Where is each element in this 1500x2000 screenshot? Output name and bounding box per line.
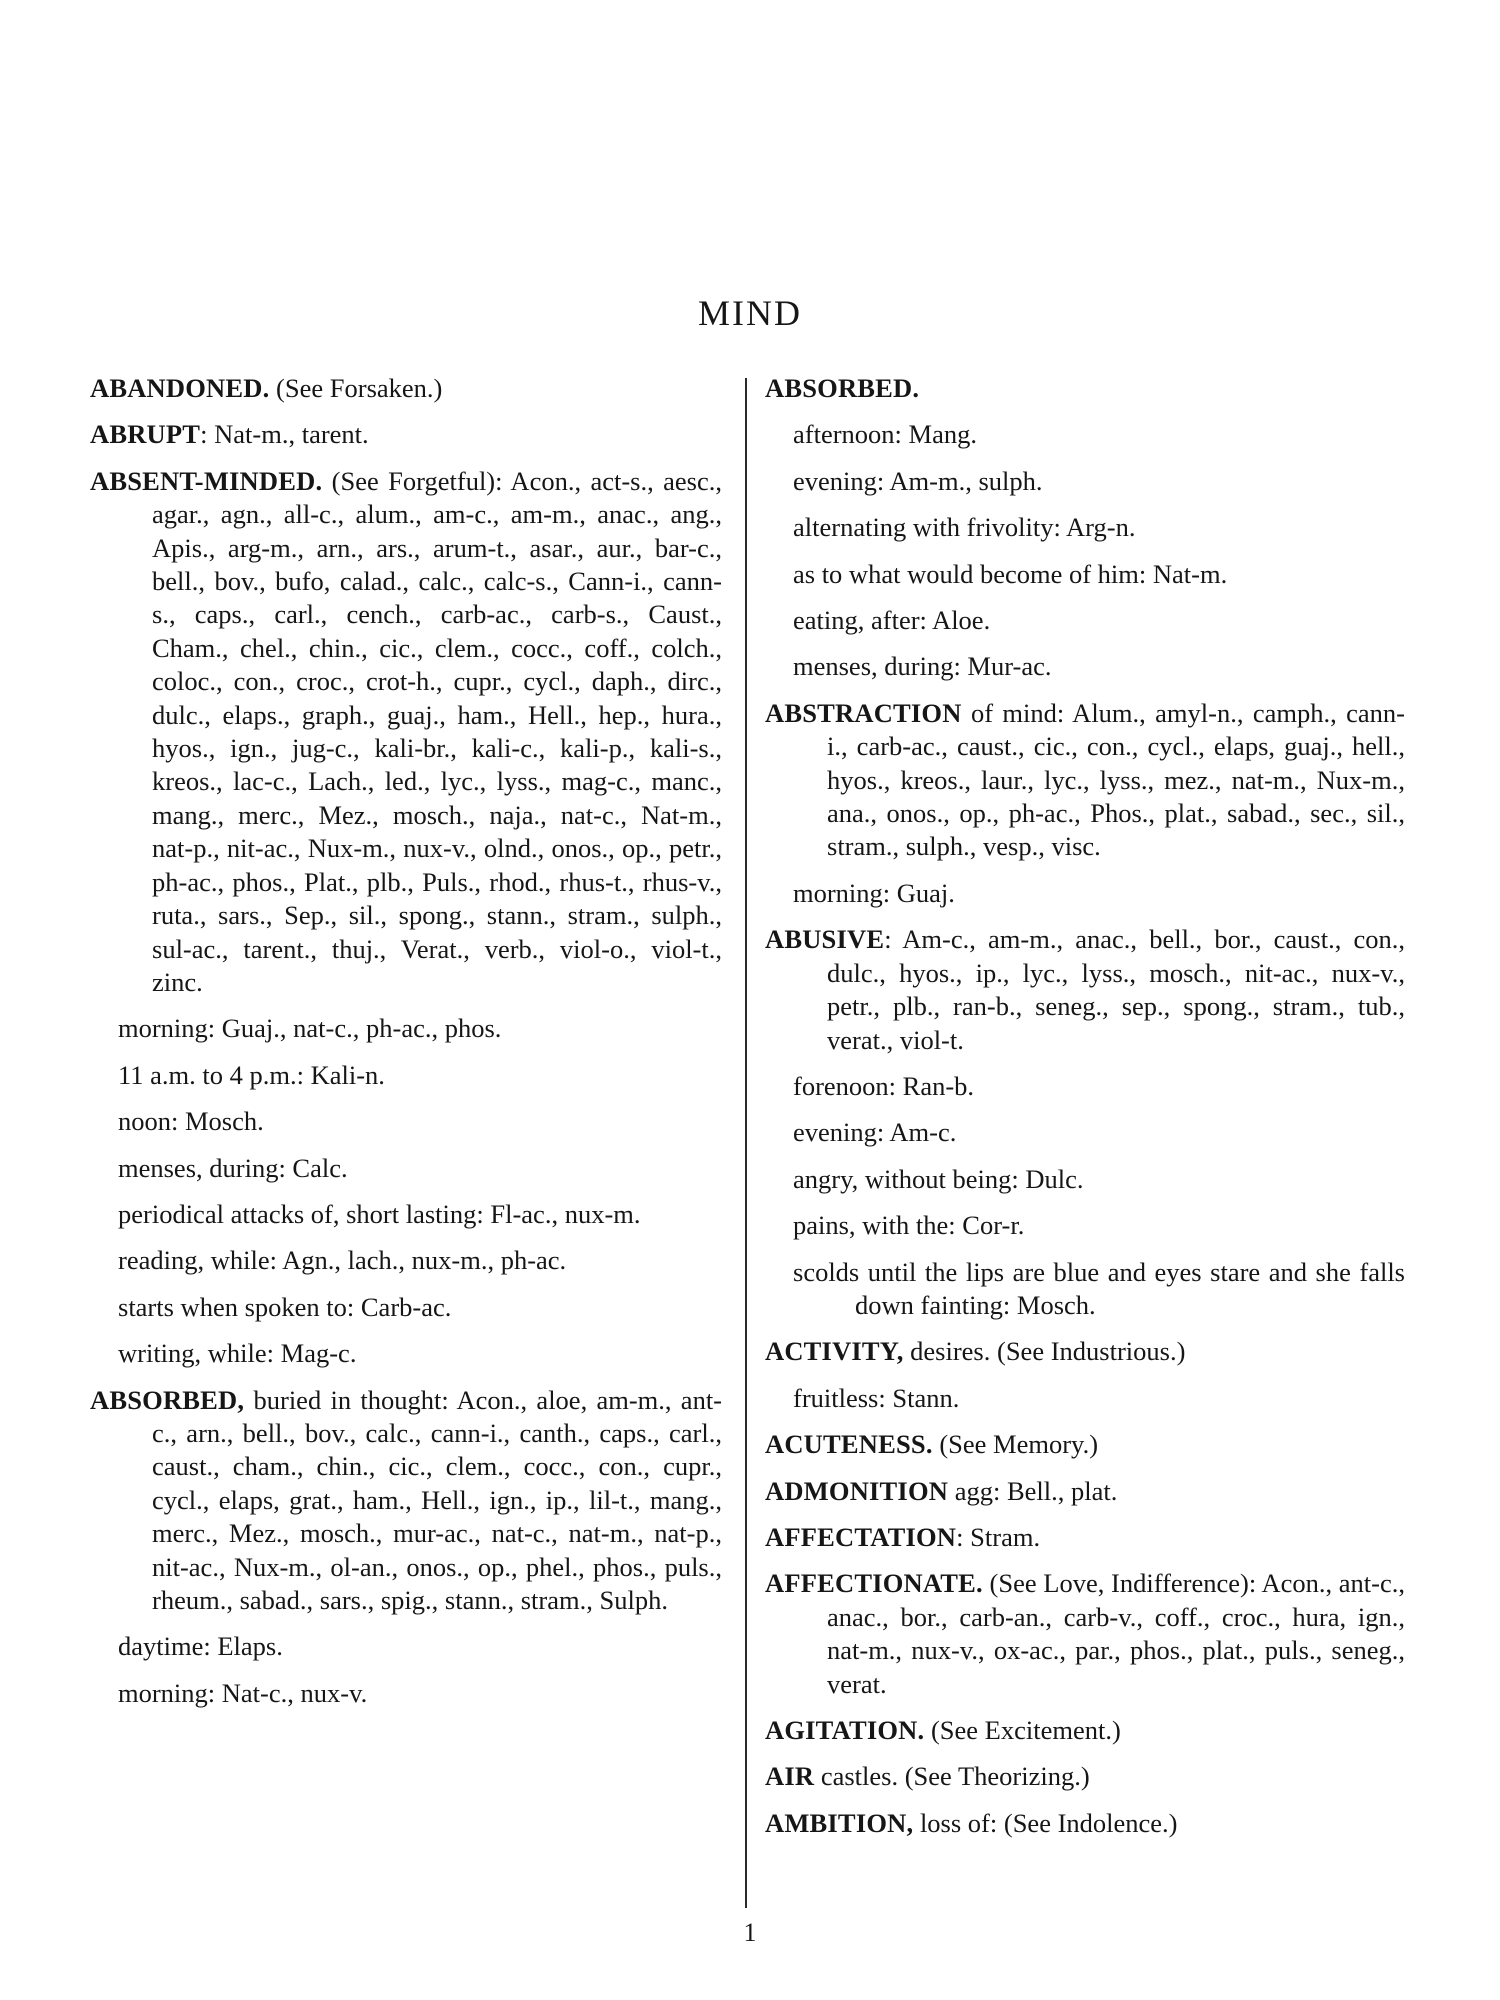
headword: AIR — [765, 1761, 815, 1792]
headword: AFFECTIONATE. — [765, 1568, 983, 1599]
subentry: eating, after: Aloe. — [793, 605, 991, 636]
subentry: angry, without being: Dulc. — [793, 1163, 1084, 1194]
entry-abandoned — [90, 372, 722, 405]
entry-text: (See Forgetful): Acon., act-s., aesc., agar., agn., all-c., alum., am-c., am-m., anac., ang., Apis., arg-m., arn., ars., arum-t., asar., aur., bar-c., bell., bov., bufo, calad., calc., calc-s., Cann-i., cann-s., caps., carl., cench., carb-ac., carb-s., Caust., Cham., chel., chin., cic., clem., cocc., coff., colch., coloc., con., croc., crot-h., cupr., cycl., daph., dirc., dulc., elaps., graph., guaj., ham., Hell., hep., hura., hyos., ign., jug-c., kali-br., kali-c., kali-p., kali-s., kreos., lac-c., Lach., led., lyc., lyss., mag-c., manc., mang., merc., Mez., mosch., naja., nat-c., Nat-m., nat-p., nit-ac., Nux-m., nux-v., olnd., onos., op., petr., ph-ac., phos., Plat., plb., Puls., rhod., rhus-t., rhus-v., ruta., sars., Sep., sil., spong., stann., stram., sulph., sul-ac., tarent., thuj., Verat., verb., viol-o., viol-t., zinc. — [152, 465, 722, 997]
entry-affectation — [765, 1521, 1405, 1554]
entry-acuteness — [765, 1428, 1405, 1461]
headword: ABANDONED. — [90, 373, 270, 403]
entry-absent-minded — [90, 465, 722, 1000]
entry-text: : Am-c., am-m., anac., bell., bor., caust., con., dulc., hyos., ip., lyc., lyss., mosch., nit-ac., nux-v., petr., plb., ran-b., seneg., sep., spong., stram., tub., verat., viol-t. — [827, 924, 1405, 1055]
entry-abrupt — [90, 418, 722, 451]
entry-activity — [765, 1335, 1405, 1368]
subentry: daytime: Elaps. — [118, 1631, 283, 1662]
entry-abusive — [765, 923, 1405, 1057]
subentry: morning: Guaj., nat-c., ph-ac., phos. — [118, 1013, 502, 1044]
headword: ACTIVITY, — [765, 1336, 904, 1367]
entry-agitation — [765, 1714, 1405, 1747]
subentry: morning: Guaj. — [793, 877, 955, 908]
headword: ABSENT-MINDED. — [90, 465, 323, 496]
subentry: pains, with the: Cor-r. — [793, 1210, 1025, 1241]
subentry: evening: Am-m., sulph. — [793, 465, 1043, 496]
entry-text: loss of: (See Indolence.) — [913, 1807, 1178, 1838]
entry-text: (See Forsaken.) — [269, 373, 443, 403]
headword: AMBITION, — [765, 1807, 914, 1838]
subentry: morning: Nat-c., nux-v. — [118, 1677, 368, 1708]
entry-text: (See Excitement.) — [924, 1715, 1121, 1745]
headword: ABSTRACTION — [765, 697, 962, 728]
entry-admonition — [765, 1475, 1405, 1508]
entry-text: (See Memory.) — [932, 1429, 1099, 1460]
headword: ABRUPT — [90, 419, 201, 450]
subentry: starts when spoken to: Carb-ac. — [118, 1291, 452, 1322]
subentry: alternating with frivolity: Arg-n. — [793, 512, 1136, 543]
entry-text: (See Love, Indifference): Acon., ant-c., anac., bor., carb-an., carb-v., coff., croc., hura, ign., nat-m., nux-v., ox-ac., par., phos., plat., puls., seneg., verat. — [827, 1568, 1405, 1699]
entry-absorbed-cont — [765, 372, 1405, 405]
headword: ACUTENESS. — [765, 1429, 933, 1460]
headword: ABSORBED, — [90, 1384, 245, 1415]
entry-text: : Stram. — [956, 1521, 1041, 1552]
entry-affectionate — [765, 1567, 1405, 1701]
subentry: 11 a.m. to 4 p.m.: Kali-n. — [118, 1059, 385, 1090]
subentry: evening: Am-c. — [793, 1117, 957, 1148]
subentry: as to what would become of him: Nat-m. — [793, 558, 1228, 589]
subentry: scolds until the lips are blue and eyes stare and she falls down fainting: Mosch. — [793, 1256, 1405, 1320]
headword: AFFECTATION — [765, 1521, 957, 1552]
entry-text: buried in thought: Acon., aloe, am-m., ant-c., arn., bell., bov., calc., cann-i., canth., caps., carl., caust., cham., chin., cic., clem., cocc., con., cupr., cycl., elaps, grat., ham., Hell., ign., ip., lil-t., mang., merc., Mez., mosch., mur-ac., nat-c., nat-m., nat-p., nit-ac., Nux-m., ol-an., onos., op., phel., phos., puls., rheum., sabad., sars., spig., stann., stram., Sulph. — [152, 1384, 722, 1615]
entry-ambition — [765, 1807, 1405, 1840]
entry-text: castles. (See Theorizing.) — [814, 1761, 1090, 1792]
entry-air — [765, 1760, 1405, 1793]
subentry: menses, during: Mur-ac. — [793, 651, 1052, 682]
page-title: MIND — [698, 293, 802, 333]
headword: ABUSIVE — [765, 924, 885, 955]
headword: ABSORBED. — [765, 373, 920, 403]
entry-absorbed — [90, 1384, 722, 1618]
entry-text: desires. (See Industrious.) — [903, 1336, 1186, 1367]
subentry: forenoon: Ran-b. — [793, 1070, 975, 1101]
entry-text: agg: Bell., plat. — [948, 1475, 1118, 1506]
headword: AGITATION. — [765, 1715, 925, 1745]
subentry: noon: Mosch. — [118, 1106, 264, 1137]
subentry: reading, while: Agn., lach., nux-m., ph-ac. — [118, 1245, 567, 1276]
headword: ADMONITION — [765, 1475, 949, 1506]
subentry: fruitless: Stann. — [793, 1382, 960, 1413]
entry-text: : Nat-m., tarent. — [200, 419, 369, 450]
subentry: menses, during: Calc. — [118, 1152, 348, 1183]
page-number: 1 — [743, 1918, 757, 1947]
subentry: periodical attacks of, short lasting: Fl-ac., nux-m. — [118, 1198, 641, 1229]
entry-abstraction — [765, 697, 1405, 864]
left-column — [90, 372, 722, 1723]
subentry: afternoon: Mang. — [793, 419, 977, 450]
right-column — [765, 372, 1405, 1853]
entry-text: of mind: Alum., amyl-n., camph., cann-i., carb-ac., caust., cic., con., cycl., elaps, guaj., hell., hyos., kreos., laur., lyc., lyss., mez., nat-m., Nux-m., ana., onos., op., ph-ac., Phos., plat., sabad., sec., sil., stram., sulph., vesp., visc. — [827, 697, 1405, 862]
subentry: writing, while: Mag-c. — [118, 1338, 357, 1369]
column-divider — [745, 378, 747, 1908]
